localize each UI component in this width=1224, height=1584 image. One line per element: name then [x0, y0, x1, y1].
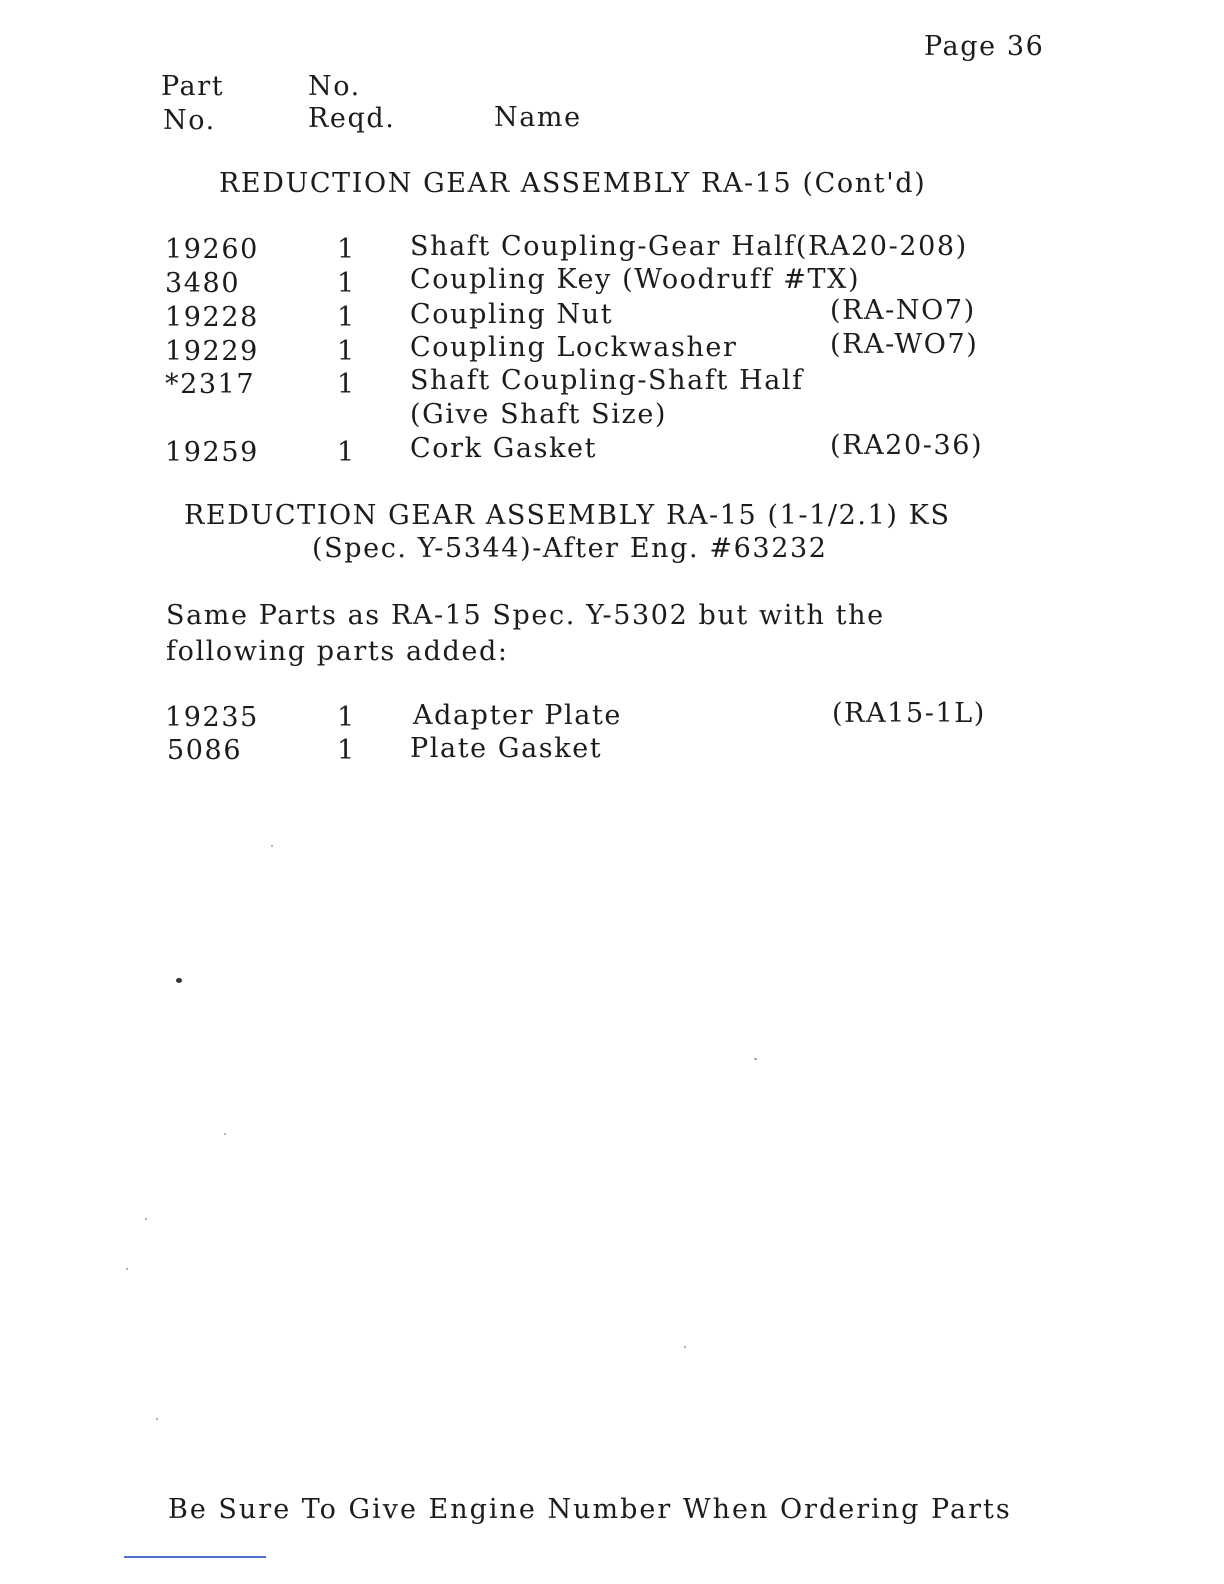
part-number: 19235: [165, 702, 259, 733]
section2-paragraph-line2: following parts added:: [166, 636, 509, 667]
part-name: Coupling Lockwasher: [410, 332, 738, 363]
part-number: 3480: [165, 268, 241, 299]
part-name: Coupling Nut: [410, 299, 614, 330]
footer-note: Be Sure To Give Engine Number When Ordering Parts: [168, 1494, 1012, 1525]
header-name: Name: [494, 102, 582, 133]
qty-required: 1: [337, 735, 356, 766]
qty-required: 1: [337, 336, 356, 367]
section2-title-line1: REDUCTION GEAR ASSEMBLY RA-15 (1-1/2.1) KS: [184, 500, 951, 531]
part-reference: (RA15-1L): [832, 698, 986, 729]
page-number: Page 36: [924, 31, 1045, 62]
qty-required: 1: [337, 268, 356, 299]
qty-required: 1: [337, 234, 356, 265]
part-number: 5086: [167, 735, 243, 766]
part-number: *2317: [165, 369, 256, 400]
header-part-line2: No.: [163, 105, 216, 136]
header-no-line1: No.: [308, 71, 361, 102]
part-reference: (RA20-36): [830, 430, 984, 461]
section1-title: REDUCTION GEAR ASSEMBLY RA-15 (Cont'd): [219, 168, 927, 199]
part-name-continuation: (Give Shaft Size): [410, 399, 668, 430]
qty-required: 1: [337, 369, 356, 400]
edge-underline: [124, 1556, 266, 1558]
section2-paragraph-line1: Same Parts as RA-15 Spec. Y-5302 but with the: [166, 600, 885, 631]
qty-required: 1: [337, 302, 356, 333]
part-name: Shaft Coupling-Shaft Half: [410, 365, 804, 396]
qty-required: 1: [337, 702, 356, 733]
part-reference: (RA-NO7): [830, 295, 976, 326]
part-number: 19259: [165, 437, 259, 468]
part-reference: (RA-WO7): [830, 329, 979, 360]
part-number: 19260: [165, 234, 259, 265]
part-name: Cork Gasket: [410, 433, 598, 464]
part-name: Plate Gasket: [410, 733, 603, 764]
qty-required: 1: [337, 437, 356, 468]
header-part-line1: Part: [161, 71, 225, 102]
part-number: 19228: [165, 302, 259, 333]
part-number: 19229: [165, 336, 259, 367]
header-no-line2: Reqd.: [308, 103, 396, 134]
section2-title-line2: (Spec. Y-5344)-After Eng. #63232: [312, 533, 828, 564]
part-name: Shaft Coupling-Gear Half(RA20-208): [410, 231, 968, 262]
part-name: Adapter Plate: [413, 700, 623, 731]
part-name: Coupling Key (Woodruff #TX): [410, 264, 861, 295]
